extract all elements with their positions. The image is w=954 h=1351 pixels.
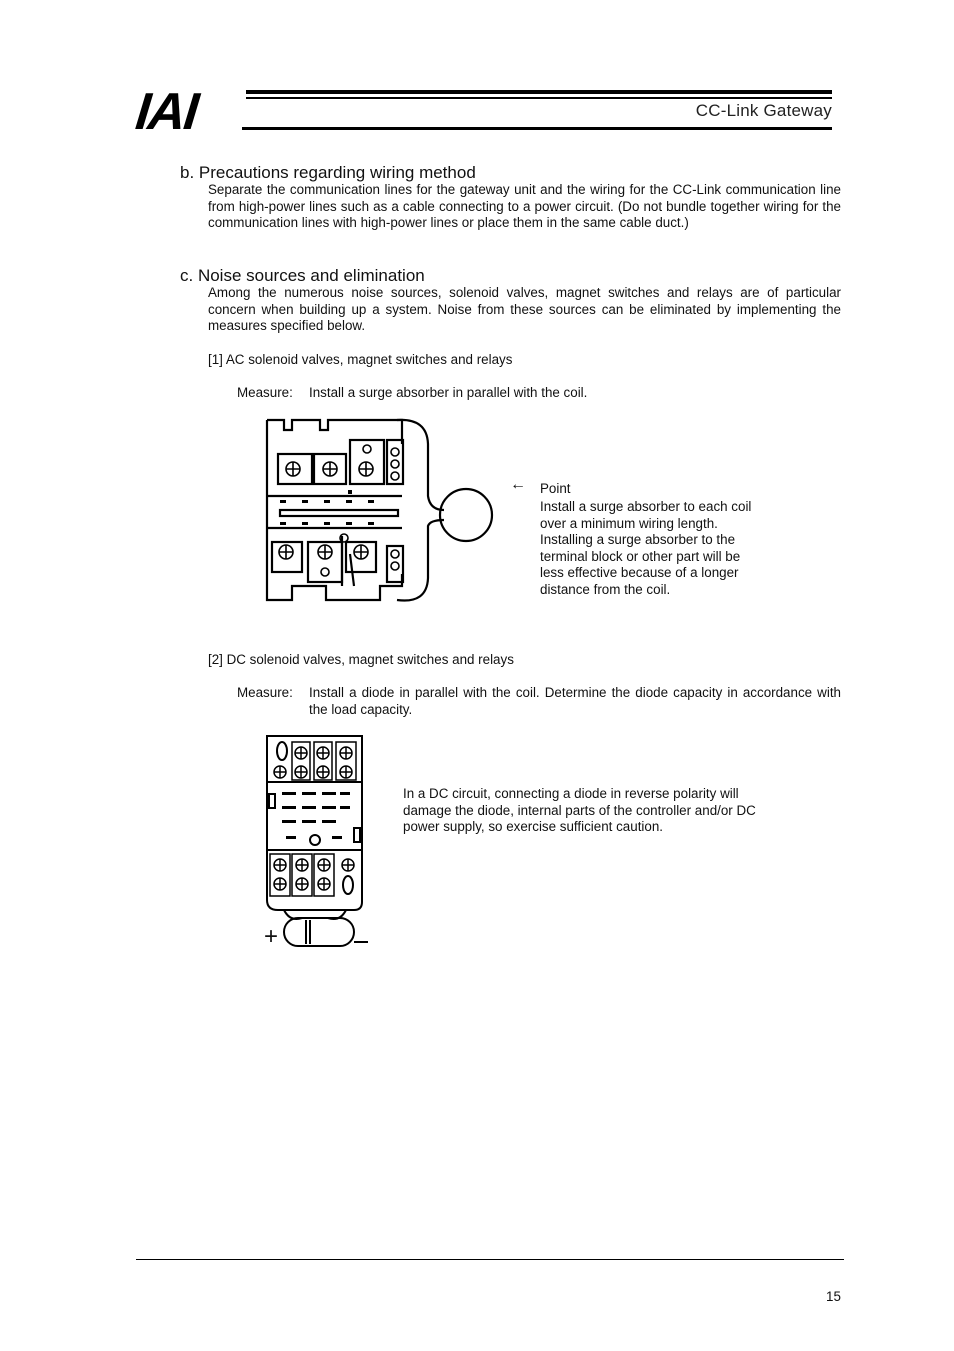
- section-c-body: Among the numerous noise sources, solenoid valves, magnet switches and relays are of particular concern when building up a system. Noise from these sources can be eliminated by implementing the measures specified below.: [208, 285, 841, 334]
- footer-rule: [136, 1259, 844, 1260]
- item1-measure-text: Install a surge absorber in parallel with the coil.: [309, 385, 588, 400]
- header-title: CC-Link Gateway: [695, 101, 832, 120]
- header-rule-top: [246, 90, 832, 94]
- ac-relay-with-surge-absorber-illustration: [262, 414, 498, 608]
- point-title: Point: [540, 481, 571, 496]
- item1-title: [1] AC solenoid valves, magnet switches and relays: [208, 352, 513, 367]
- item2-title: [2] DC solenoid valves, magnet switches and relays: [208, 652, 514, 667]
- dc-caution-note: In a DC circuit, connecting a diode in reverse polarity will damage the diode, internal parts of the controller and/or DC power supply, so exercise sufficient caution.: [403, 786, 756, 835]
- header-rule-top-thin: [246, 97, 832, 99]
- iai-logo: IAI: [132, 83, 200, 141]
- item2-measure-label: Measure:: [237, 685, 293, 700]
- point-text: Install a surge absorber to each coil over a minimum wiring length. Installing a surge absorber to the terminal block or other part will be less effective because of a longer distance from the coil.: [540, 499, 752, 597]
- item2-measure-text: Install a diode in parallel with the coil. Determine the diode capacity in accordance with the load capacity.: [309, 685, 841, 717]
- section-c-heading: c. Noise sources and elimination: [180, 266, 425, 285]
- dc-relay-with-diode-illustration: [262, 732, 372, 952]
- item1-measure-label: Measure:: [237, 385, 293, 400]
- header-rule-bottom: [242, 127, 832, 130]
- section-b-body: Separate the communication lines for the gateway unit and the wiring for the CC-Link communication line from high-power lines such as a cable connecting to a power circuit. (Do not bundle together wiring for the communication lines with high-power lines or place them in the same cable duct.): [208, 182, 841, 231]
- diode-plus-sign: +: [264, 923, 279, 950]
- page-number: 15: [826, 1289, 841, 1304]
- section-b-heading: b. Precautions regarding wiring method: [180, 163, 476, 182]
- point-arrow: ←: [510, 476, 526, 493]
